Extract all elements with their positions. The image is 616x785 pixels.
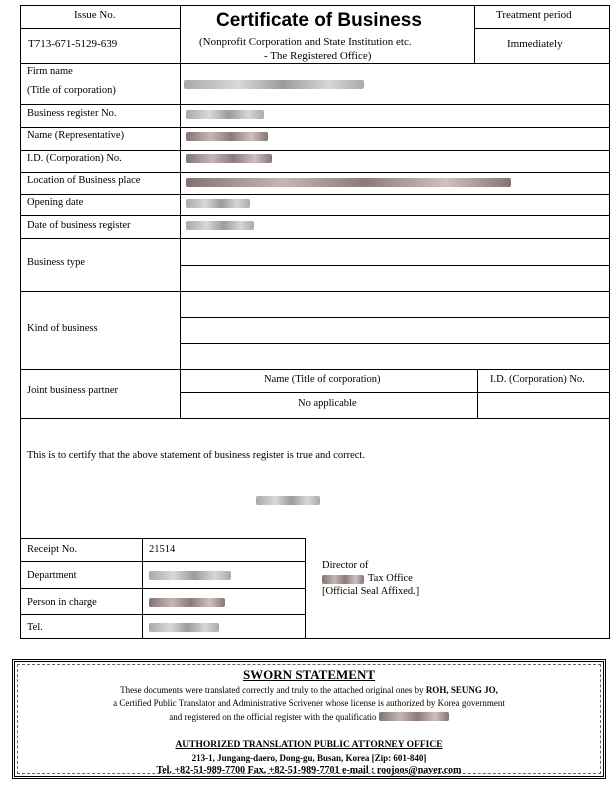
redacted-firm-name [184,80,364,89]
office-contact: Tel. +82-51-989-7700 Fax. +82-51-989-7701 e-mail : roojoos@naver.com [156,765,462,776]
certificate-table [20,5,610,639]
divider [20,28,180,29]
redacted-corporation-id [186,154,272,163]
business-type-label: Business type [27,257,86,268]
redacted-tel [149,623,219,632]
translator-name: ROH, SEUNG JO, [425,685,498,695]
redacted-qualification [379,712,449,721]
director-line: Director of [322,560,369,571]
redacted-register-date [186,221,254,230]
divider [20,150,610,151]
office-address: 213-1, Jungang-daero, Dong-gu, Busan, Korea [Zip: 601-840] [191,753,427,763]
tel-label: Tel. [27,622,43,633]
document-subtitle: (Nonprofit Corporation and State Institution etc. [199,36,412,48]
official-seal-note: [Official Seal Affixed.] [322,586,420,597]
divider [20,588,305,589]
divider [20,614,305,615]
divider [20,215,610,216]
issue-number: T713-671-5129-639 [28,38,118,50]
joint-name-column: Name (Title of corporation) [264,374,381,385]
firm-name-label: (Title of corporation) [27,85,116,96]
receipt-no-value: 21514 [149,544,176,555]
sworn-line-1-text: These documents were translated correctly and truly to the attached original ones by [120,685,424,695]
redacted-opening-date [186,199,250,208]
joint-id-column: I.D. (Corporation) No. [490,374,585,385]
sworn-heading: SWORN STATEMENT [242,667,376,682]
divider [20,538,305,539]
divider [180,265,610,266]
divider [474,28,610,29]
divider [474,5,475,63]
redacted-representative [186,132,268,141]
divider [477,369,478,418]
opening-date-label: Opening date [27,197,84,208]
divider [180,317,610,318]
treatment-period-label: Treatment period [496,9,572,21]
business-register-no-label: Business register No. [27,108,117,119]
sworn-line-2: a Certified Public Translator and Administrative Scrivener whose license is authorized by Korea government [113,698,505,708]
representative-name-label: Name (Representative) [27,130,125,141]
firm-name-label: Firm name [27,66,73,77]
divider [180,343,610,344]
redacted-department [149,571,231,580]
redacted-issue-date [256,496,320,505]
sworn-statement-box [12,659,606,779]
divider [20,172,610,173]
divider [20,238,610,239]
redacted-tax-office [322,575,364,584]
redacted-register-no [186,110,264,119]
divider [305,538,306,639]
sworn-line-3 [15,711,603,722]
business-location-label: Location of Business place [27,175,141,186]
treatment-period-value: Immediately [507,38,563,50]
receipt-no-label: Receipt No. [27,544,78,555]
office-name: AUTHORIZED TRANSLATION PUBLIC ATTORNEY OFFICE [175,740,443,750]
redacted-person [149,598,225,607]
joint-name-value: No applicable [298,398,357,409]
divider [20,418,610,419]
certification-text: This is to certify that the above statement of business register is true and correct. [27,450,365,461]
divider [20,63,610,64]
issue-label: Issue No. [74,9,116,21]
divider [20,369,610,370]
corporation-id-label: I.D. (Corporation) No. [27,153,122,164]
divider [180,392,610,393]
tax-office-line: Tax Office [368,573,413,584]
kind-of-business-label: Kind of business [27,323,98,334]
divider [20,291,610,292]
register-date-label: Date of business register [27,220,131,231]
divider [180,63,181,419]
person-in-charge-label: Person in charge [27,597,97,608]
divider [20,194,610,195]
divider [20,127,610,128]
document-title: Certificate of Business [216,10,422,31]
sworn-line-3-text: and registered on the official register with the qualificatio [169,712,377,722]
sworn-line-1 [15,685,603,695]
divider [180,5,181,63]
redacted-location [186,178,511,187]
document-subtitle: - The Registered Office) [264,50,372,62]
joint-partner-label: Joint business partner [27,385,118,396]
divider [20,104,610,105]
department-label: Department [27,570,77,581]
divider [20,561,305,562]
